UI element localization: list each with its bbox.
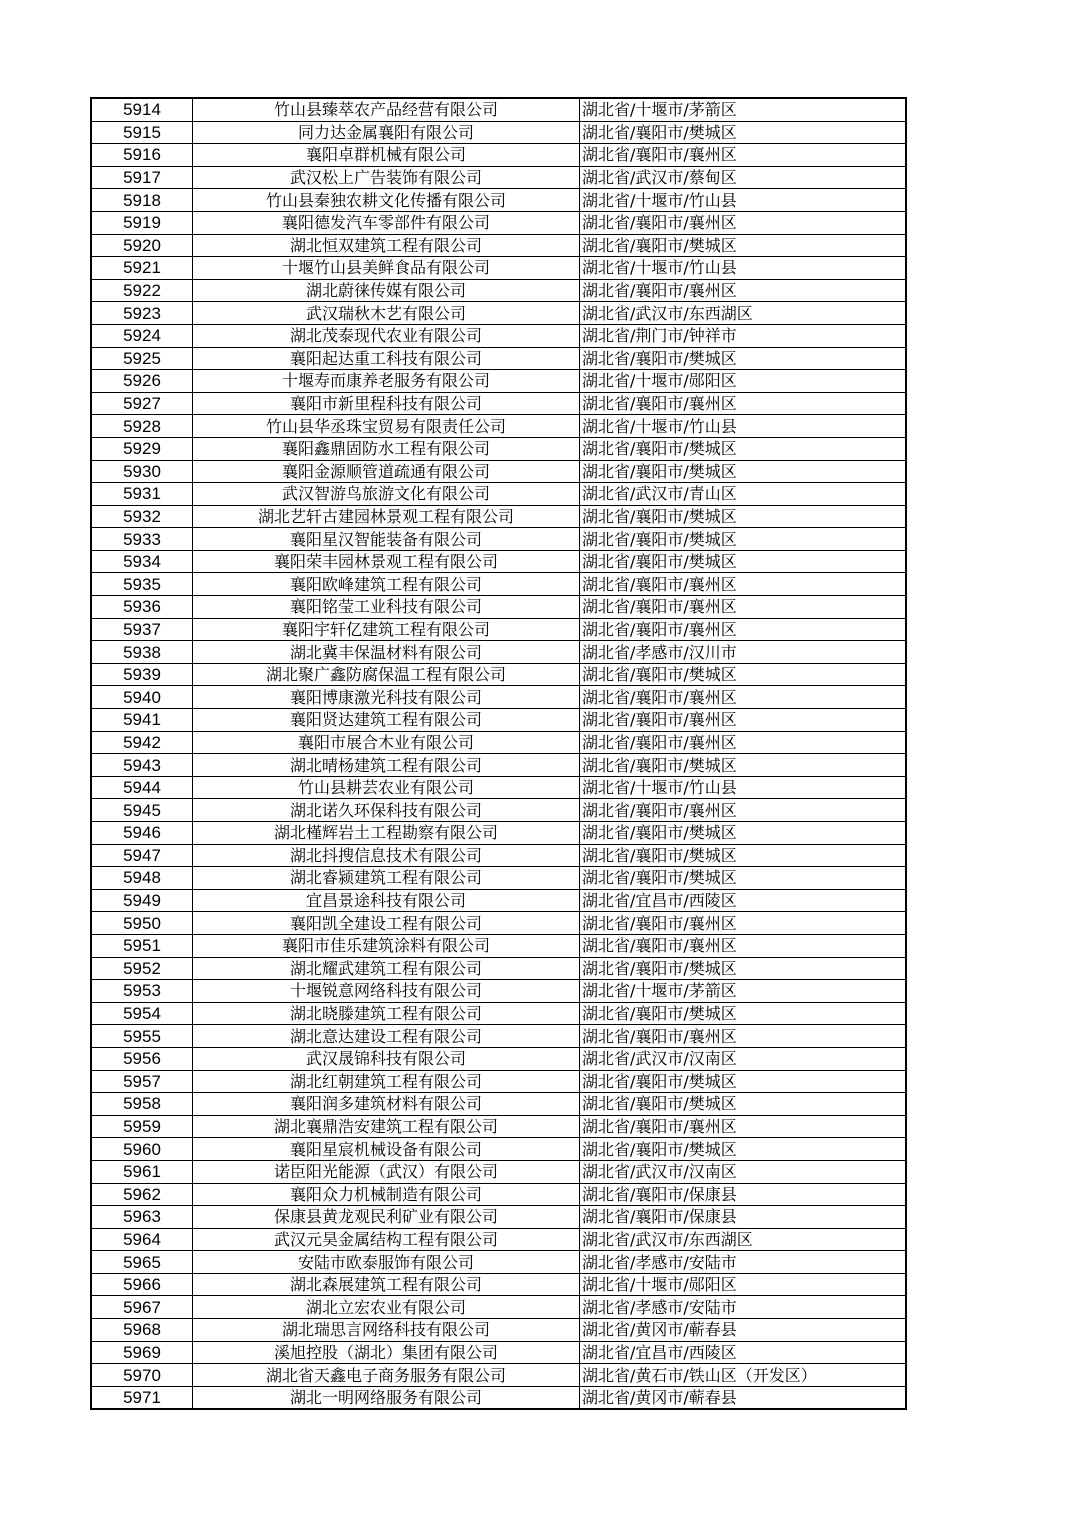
region-cell: 湖北省/襄阳市/襄州区 (580, 144, 907, 167)
company-name-cell: 襄阳铭莹工业科技有限公司 (193, 596, 580, 619)
company-name-cell: 襄阳星宸机械设备有限公司 (193, 1138, 580, 1161)
table-row (91, 844, 906, 867)
table-row (91, 347, 906, 370)
table-body (91, 98, 906, 1409)
row-number-cell: 5945 (91, 799, 193, 822)
region-cell: 湖北省/襄阳市/襄州区 (580, 279, 907, 302)
table-row (91, 1047, 906, 1070)
row-number-cell: 5924 (91, 324, 193, 347)
row-number-cell: 5920 (91, 234, 193, 257)
row-number-cell: 5916 (91, 144, 193, 167)
row-number-cell: 5969 (91, 1341, 193, 1364)
table-row (91, 437, 906, 460)
row-number-cell: 5958 (91, 1093, 193, 1116)
row-number-cell: 5921 (91, 257, 193, 280)
company-name-cell: 襄阳鑫鼎固防水工程有限公司 (193, 437, 580, 460)
region-cell: 湖北省/荆门市/钟祥市 (580, 324, 907, 347)
row-number-cell: 5961 (91, 1160, 193, 1183)
company-name-cell: 襄阳博康激光科技有限公司 (193, 686, 580, 709)
row-number-cell: 5925 (91, 347, 193, 370)
region-cell: 湖北省/襄阳市/襄州区 (580, 573, 907, 596)
table-row (91, 528, 906, 551)
table-row (91, 1251, 906, 1274)
table-row (91, 279, 906, 302)
row-number-cell: 5971 (91, 1386, 193, 1409)
table-row (91, 686, 906, 709)
company-name-cell: 湖北恒双建筑工程有限公司 (193, 234, 580, 257)
row-number-cell: 5942 (91, 731, 193, 754)
row-number-cell: 5950 (91, 912, 193, 935)
region-cell: 湖北省/十堰市/竹山县 (580, 189, 907, 212)
company-name-cell: 湖北聚广鑫防腐保温工程有限公司 (193, 663, 580, 686)
region-cell: 湖北省/黄石市/铁山区（开发区） (580, 1364, 907, 1387)
company-name-cell: 湖北森展建筑工程有限公司 (193, 1273, 580, 1296)
region-cell: 湖北省/襄阳市/樊城区 (580, 347, 907, 370)
region-cell: 湖北省/武汉市/东西湖区 (580, 1228, 907, 1251)
row-number-cell: 5930 (91, 460, 193, 483)
company-name-cell: 襄阳贤达建筑工程有限公司 (193, 709, 580, 732)
company-name-cell: 竹山县华丞珠宝贸易有限责任公司 (193, 415, 580, 438)
table-row (91, 98, 906, 121)
row-number-cell: 5953 (91, 980, 193, 1003)
table-row (91, 1115, 906, 1138)
company-name-cell: 同力达金属襄阳有限公司 (193, 121, 580, 144)
row-number-cell: 5922 (91, 279, 193, 302)
company-name-cell: 湖北冀丰保温材料有限公司 (193, 641, 580, 664)
table-row (91, 257, 906, 280)
region-cell: 湖北省/襄阳市/襄州区 (580, 211, 907, 234)
row-number-cell: 5970 (91, 1364, 193, 1387)
row-number-cell: 5934 (91, 550, 193, 573)
region-cell: 湖北省/武汉市/东西湖区 (580, 302, 907, 325)
row-number-cell: 5963 (91, 1206, 193, 1229)
table-row (91, 1273, 906, 1296)
company-name-cell: 湖北省天鑫电子商务服务有限公司 (193, 1364, 580, 1387)
company-name-cell: 湖北一明网络服务有限公司 (193, 1386, 580, 1409)
region-cell: 湖北省/武汉市/汉南区 (580, 1160, 907, 1183)
region-cell: 湖北省/襄阳市/襄州区 (580, 596, 907, 619)
row-number-cell: 5931 (91, 483, 193, 506)
row-number-cell: 5936 (91, 596, 193, 619)
company-name-cell: 襄阳市新里程科技有限公司 (193, 392, 580, 415)
table-row (91, 1228, 906, 1251)
row-number-cell: 5929 (91, 437, 193, 460)
table-row (91, 776, 906, 799)
company-name-cell: 竹山县耕芸农业有限公司 (193, 776, 580, 799)
table-row (91, 1093, 906, 1116)
region-cell: 湖北省/襄阳市/襄州区 (580, 799, 907, 822)
company-name-cell: 襄阳凯全建设工程有限公司 (193, 912, 580, 935)
table-row (91, 754, 906, 777)
table-row (91, 1138, 906, 1161)
table-row (91, 799, 906, 822)
row-number-cell: 5968 (91, 1319, 193, 1342)
row-number-cell: 5949 (91, 889, 193, 912)
row-number-cell: 5943 (91, 754, 193, 777)
company-name-cell: 竹山县臻萃农产品经营有限公司 (193, 98, 580, 121)
company-name-cell: 保康县黄龙观民利矿业有限公司 (193, 1206, 580, 1229)
row-number-cell: 5933 (91, 528, 193, 551)
table-row (91, 189, 906, 212)
region-cell: 湖北省/武汉市/蔡甸区 (580, 166, 907, 189)
table-row (91, 1386, 906, 1409)
row-number-cell: 5937 (91, 618, 193, 641)
region-cell: 湖北省/襄阳市/樊城区 (580, 505, 907, 528)
company-name-cell: 襄阳市佳乐建筑涂料有限公司 (193, 934, 580, 957)
region-cell: 湖北省/宜昌市/西陵区 (580, 889, 907, 912)
region-cell: 湖北省/黄冈市/蕲春县 (580, 1386, 907, 1409)
table-row (91, 1002, 906, 1025)
region-cell: 湖北省/十堰市/郧阳区 (580, 1273, 907, 1296)
region-cell: 湖北省/襄阳市/樊城区 (580, 663, 907, 686)
company-name-cell: 武汉松上广告装饰有限公司 (193, 166, 580, 189)
row-number-cell: 5923 (91, 302, 193, 325)
company-name-cell: 武汉瑞秋木艺有限公司 (193, 302, 580, 325)
table-row (91, 934, 906, 957)
table-row (91, 483, 906, 506)
row-number-cell: 5915 (91, 121, 193, 144)
region-cell: 湖北省/襄阳市/襄州区 (580, 618, 907, 641)
row-number-cell: 5965 (91, 1251, 193, 1274)
company-name-cell: 十堰寿而康养老服务有限公司 (193, 370, 580, 393)
table-row (91, 1070, 906, 1093)
region-cell: 湖北省/襄阳市/襄州区 (580, 1025, 907, 1048)
company-name-cell: 湖北晓滕建筑工程有限公司 (193, 1002, 580, 1025)
table-row (91, 618, 906, 641)
table-row (91, 1025, 906, 1048)
row-number-cell: 5944 (91, 776, 193, 799)
company-name-cell: 湖北槿辉岩土工程勘察有限公司 (193, 822, 580, 845)
row-number-cell: 5946 (91, 822, 193, 845)
table-row (91, 1160, 906, 1183)
table-row (91, 1319, 906, 1342)
company-name-cell: 湖北耀武建筑工程有限公司 (193, 957, 580, 980)
company-name-cell: 湖北茂泰现代农业有限公司 (193, 324, 580, 347)
table-row (91, 370, 906, 393)
company-name-cell: 十堰竹山县美鲜食品有限公司 (193, 257, 580, 280)
row-number-cell: 5956 (91, 1047, 193, 1070)
region-cell: 湖北省/十堰市/茅箭区 (580, 98, 907, 121)
company-name-cell: 溪旭控股（湖北）集团有限公司 (193, 1341, 580, 1364)
row-number-cell: 5966 (91, 1273, 193, 1296)
company-name-cell: 湖北艺轩古建园林景观工程有限公司 (193, 505, 580, 528)
row-number-cell: 5938 (91, 641, 193, 664)
table-row (91, 415, 906, 438)
table-row (91, 460, 906, 483)
row-number-cell: 5940 (91, 686, 193, 709)
row-number-cell: 5919 (91, 211, 193, 234)
region-cell: 湖北省/襄阳市/襄州区 (580, 934, 907, 957)
company-name-cell: 湖北诺久环保科技有限公司 (193, 799, 580, 822)
table-row (91, 573, 906, 596)
region-cell: 湖北省/孝感市/汉川市 (580, 641, 907, 664)
row-number-cell: 5967 (91, 1296, 193, 1319)
row-number-cell: 5935 (91, 573, 193, 596)
table-row (91, 234, 906, 257)
table-row (91, 302, 906, 325)
region-cell: 湖北省/十堰市/茅箭区 (580, 980, 907, 1003)
company-name-cell: 十堰锐意网络科技有限公司 (193, 980, 580, 1003)
row-number-cell: 5952 (91, 957, 193, 980)
region-cell: 湖北省/黄冈市/蕲春县 (580, 1319, 907, 1342)
company-name-cell: 武汉智游鸟旅游文化有限公司 (193, 483, 580, 506)
region-cell: 湖北省/襄阳市/襄州区 (580, 709, 907, 732)
table-row (91, 731, 906, 754)
region-cell: 湖北省/襄阳市/樊城区 (580, 460, 907, 483)
row-number-cell: 5941 (91, 709, 193, 732)
company-name-cell: 湖北睿颍建筑工程有限公司 (193, 867, 580, 890)
company-name-cell: 襄阳星汉智能装备有限公司 (193, 528, 580, 551)
region-cell: 湖北省/襄阳市/樊城区 (580, 867, 907, 890)
region-cell: 湖北省/襄阳市/襄州区 (580, 731, 907, 754)
company-table (90, 97, 907, 1410)
region-cell: 湖北省/孝感市/安陆市 (580, 1251, 907, 1274)
region-cell: 湖北省/宜昌市/西陵区 (580, 1341, 907, 1364)
row-number-cell: 5959 (91, 1115, 193, 1138)
company-name-cell: 襄阳起达重工科技有限公司 (193, 347, 580, 370)
region-cell: 湖北省/十堰市/竹山县 (580, 257, 907, 280)
company-name-cell: 湖北瑞思言网络科技有限公司 (193, 1319, 580, 1342)
company-name-cell: 襄阳卓群机械有限公司 (193, 144, 580, 167)
region-cell: 湖北省/襄阳市/襄州区 (580, 392, 907, 415)
row-number-cell: 5926 (91, 370, 193, 393)
row-number-cell: 5914 (91, 98, 193, 121)
region-cell: 湖北省/襄阳市/襄州区 (580, 686, 907, 709)
company-name-cell: 武汉晟锦科技有限公司 (193, 1047, 580, 1070)
company-name-cell: 湖北襄鼎浩安建筑工程有限公司 (193, 1115, 580, 1138)
table-row (91, 957, 906, 980)
table-row (91, 1206, 906, 1229)
company-name-cell: 诺臣阳光能源（武汉）有限公司 (193, 1160, 580, 1183)
row-number-cell: 5955 (91, 1025, 193, 1048)
company-name-cell: 湖北蔚徕传媒有限公司 (193, 279, 580, 302)
table-row (91, 505, 906, 528)
region-cell: 湖北省/襄阳市/樊城区 (580, 234, 907, 257)
region-cell: 湖北省/襄阳市/樊城区 (580, 754, 907, 777)
table-row (91, 709, 906, 732)
row-number-cell: 5939 (91, 663, 193, 686)
region-cell: 湖北省/武汉市/汉南区 (580, 1047, 907, 1070)
region-cell: 湖北省/襄阳市/樊城区 (580, 550, 907, 573)
table-row (91, 324, 906, 347)
company-name-cell: 襄阳欧峰建筑工程有限公司 (193, 573, 580, 596)
row-number-cell: 5927 (91, 392, 193, 415)
company-name-cell: 湖北晴杨建筑工程有限公司 (193, 754, 580, 777)
company-name-cell: 湖北立宏农业有限公司 (193, 1296, 580, 1319)
row-number-cell: 5917 (91, 166, 193, 189)
row-number-cell: 5948 (91, 867, 193, 890)
region-cell: 湖北省/襄阳市/保康县 (580, 1183, 907, 1206)
table-row (91, 121, 906, 144)
company-name-cell: 湖北抖搜信息技术有限公司 (193, 844, 580, 867)
table-row (91, 663, 906, 686)
region-cell: 湖北省/襄阳市/襄州区 (580, 912, 907, 935)
region-cell: 湖北省/襄阳市/樊城区 (580, 844, 907, 867)
region-cell: 湖北省/襄阳市/樊城区 (580, 121, 907, 144)
region-cell: 湖北省/十堰市/竹山县 (580, 415, 907, 438)
company-name-cell: 湖北红朝建筑工程有限公司 (193, 1070, 580, 1093)
region-cell: 湖北省/襄阳市/樊城区 (580, 1093, 907, 1116)
company-name-cell: 襄阳荣丰园林景观工程有限公司 (193, 550, 580, 573)
table-row (91, 822, 906, 845)
company-name-cell: 襄阳润多建筑材料有限公司 (193, 1093, 580, 1116)
row-number-cell: 5964 (91, 1228, 193, 1251)
row-number-cell: 5918 (91, 189, 193, 212)
company-name-cell: 宜昌景途科技有限公司 (193, 889, 580, 912)
region-cell: 湖北省/十堰市/郧阳区 (580, 370, 907, 393)
table-row (91, 641, 906, 664)
table-row (91, 1364, 906, 1387)
table-row (91, 980, 906, 1003)
table-row (91, 166, 906, 189)
row-number-cell: 5960 (91, 1138, 193, 1161)
region-cell: 湖北省/武汉市/青山区 (580, 483, 907, 506)
company-name-cell: 武汉元昊金属结构工程有限公司 (193, 1228, 580, 1251)
table-row (91, 1183, 906, 1206)
row-number-cell: 5962 (91, 1183, 193, 1206)
row-number-cell: 5932 (91, 505, 193, 528)
table-row (91, 1296, 906, 1319)
row-number-cell: 5957 (91, 1070, 193, 1093)
region-cell: 湖北省/襄阳市/樊城区 (580, 822, 907, 845)
table-row (91, 867, 906, 890)
region-cell: 湖北省/襄阳市/保康县 (580, 1206, 907, 1229)
company-name-cell: 襄阳众力机械制造有限公司 (193, 1183, 580, 1206)
company-name-cell: 襄阳金源顺管道疏通有限公司 (193, 460, 580, 483)
region-cell: 湖北省/襄阳市/襄州区 (580, 1115, 907, 1138)
table-row (91, 889, 906, 912)
company-name-cell: 安陆市欧泰服饰有限公司 (193, 1251, 580, 1274)
company-name-cell: 襄阳市展合木业有限公司 (193, 731, 580, 754)
table-row (91, 550, 906, 573)
region-cell: 湖北省/襄阳市/樊城区 (580, 1138, 907, 1161)
table-row (91, 1341, 906, 1364)
table-row (91, 211, 906, 234)
region-cell: 湖北省/襄阳市/樊城区 (580, 528, 907, 551)
table-row (91, 392, 906, 415)
region-cell: 湖北省/襄阳市/樊城区 (580, 1070, 907, 1093)
region-cell: 湖北省/孝感市/安陆市 (580, 1296, 907, 1319)
company-name-cell: 襄阳德发汽车零部件有限公司 (193, 211, 580, 234)
company-name-cell: 襄阳宇轩亿建筑工程有限公司 (193, 618, 580, 641)
row-number-cell: 5951 (91, 934, 193, 957)
table-row (91, 596, 906, 619)
row-number-cell: 5954 (91, 1002, 193, 1025)
region-cell: 湖北省/襄阳市/樊城区 (580, 437, 907, 460)
table-row (91, 144, 906, 167)
table-row (91, 912, 906, 935)
region-cell: 湖北省/十堰市/竹山县 (580, 776, 907, 799)
region-cell: 湖北省/襄阳市/樊城区 (580, 957, 907, 980)
region-cell: 湖北省/襄阳市/樊城区 (580, 1002, 907, 1025)
row-number-cell: 5928 (91, 415, 193, 438)
company-name-cell: 湖北意达建设工程有限公司 (193, 1025, 580, 1048)
company-name-cell: 竹山县秦独农耕文化传播有限公司 (193, 189, 580, 212)
row-number-cell: 5947 (91, 844, 193, 867)
